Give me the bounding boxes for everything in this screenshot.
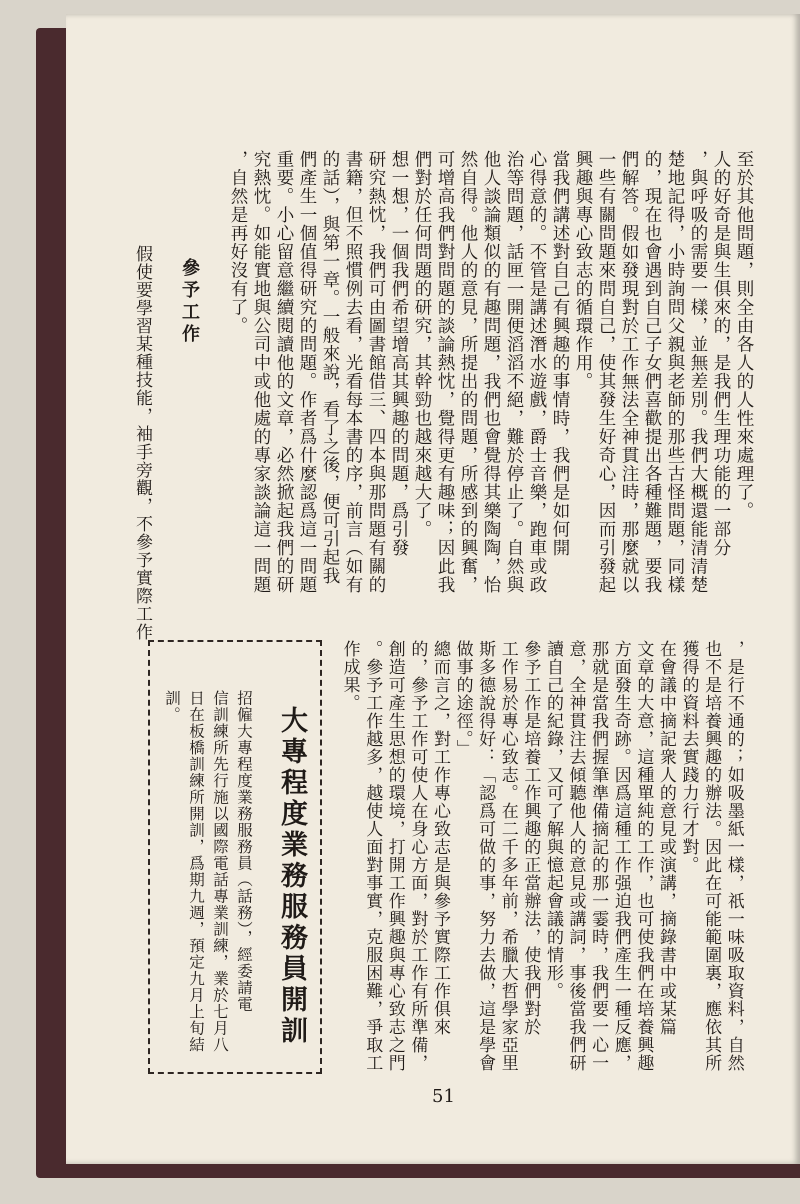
- text-line: 治等問題，話匣一開便滔滔不絕，難於停止了。自然與: [504, 150, 524, 594]
- text-line: 工作易於專心致志。在二千多年前，希臘大哲學家亞里: [497, 640, 518, 1072]
- text-line: 書籍，但不照慣例去看，光看每本書的序，前言（如有: [343, 150, 363, 594]
- section-title: 參予工作: [179, 258, 200, 346]
- text-line: ，自然是再好沒有了。: [228, 150, 248, 335]
- text-line: 讀自己的紀錄，又可了解與憶起會議的情形。: [542, 640, 563, 1000]
- text-line: 們產生一個值得研究的問題。作者爲什麼認爲這一問題: [297, 150, 317, 594]
- text-line: 作成果。: [339, 640, 360, 712]
- text-line: 們解答。假如發現對於工作無法全神貫注時，那麼就以: [619, 150, 639, 594]
- text-line: 心得意的。不管是講述潛水遊戲，爵士音樂，跑車或政: [527, 150, 547, 594]
- text-line: 訓。: [163, 690, 181, 723]
- text-line: 人的好奇是與生俱來的，是我們生理功能的一部分: [711, 150, 731, 557]
- text-line: 研究熱忱，我們可由圖書館借三、四本與那問題有關的: [366, 150, 386, 594]
- text-line: ，與呼吸的需要一樣，並無差別。我們大概還能清清楚: [688, 150, 708, 594]
- text-line: 文章的大意，這種單純的工作，也可使我們在培養興趣: [633, 640, 654, 1072]
- text-line: 。參予工作越多，越使人面對事實，克服困難，爭取工: [362, 640, 383, 1072]
- text-line: 假使要學習某種技能，袖手旁觀，不參予實際工作: [132, 245, 152, 641]
- text-line: 斯多德說得好：「認爲可做的事，努力去做，這是學會: [475, 640, 496, 1072]
- text-line: 信訓練所先行施以國際電話專業訓練，業於七月八: [211, 690, 229, 1053]
- lower-right-text: [338, 640, 745, 1095]
- text-line: ，是行不通的；如吸墨紙一樣，祇一味吸取資料，自然: [723, 640, 744, 1072]
- text-line: 也不是培養興趣的辦法。因此在可能範圍裏，應依其所: [701, 640, 722, 1072]
- text-line: 們對於任何問題的研究，其幹勁也越來越大了。: [412, 150, 432, 539]
- text-line: 意，全神貫注去傾聽他人的意見或講詞，事後當我們研: [565, 640, 586, 1072]
- text-line: 方面發生奇跡。因爲這種工作强迫我們產生一種反應，: [610, 640, 631, 1072]
- text-line: 想一想，一個我們希望增高其興趣的問題，爲引發: [389, 150, 409, 557]
- text-line: 招僱大專程度業務服務員（話務），經委請電: [235, 690, 253, 1013]
- text-line: 獲得的資料去實踐力行才對。: [678, 640, 699, 874]
- text-line: 至於其他問題，則全由各人的人性來處理了。: [734, 150, 754, 520]
- text-line: 興趣與專心致志的循環作用。: [573, 150, 593, 391]
- text-line: 可增高我們對問題的談論熱忱，覺得更有趣味；因此我: [435, 150, 455, 594]
- text-line: 的，現在也會遇到自己子女們喜歡提出各種難題，要我: [642, 150, 662, 594]
- text-line: 參予工作是培養工作興趣的正當辦法，使我們對於: [520, 640, 541, 1036]
- text-line: 一些有關問題來問自己，使其發生好奇心，因而引發起: [596, 150, 616, 594]
- text-line: 總而言之，對工作專心致志是與參予實際工作俱來: [429, 640, 450, 1036]
- text-line: 的，參予工作可使人在身心方面，對於工作有所準備，: [407, 640, 428, 1072]
- text-line: 然自得。他人的意見，所提出的問題，所感到的興奮，: [458, 150, 478, 594]
- text-line: 做事的途徑。」: [452, 640, 473, 758]
- text-line: 日在板橋訓練所開訓，爲期九週，預定九月上旬結: [187, 690, 205, 1053]
- text-line: 創造可產生思想的環境，打開工作興趣與專心致志之門: [384, 640, 405, 1072]
- text-line: 那就是當我們握筆準備摘記的那一霎時，我們要一心一: [588, 640, 609, 1072]
- text-line: 重要。小心留意繼續閱讀他的文章，必然掀起我們的研: [274, 150, 294, 594]
- notice-title: 大專程度業務服務員開訓: [276, 706, 307, 1047]
- text-line: 當我們講述對自己有興趣的事情時，我們是如何開: [550, 150, 570, 557]
- upper-right-text: [226, 150, 755, 630]
- text-line: 究熱忱。如能實地與公司中或他處的專家談論這一問題: [251, 150, 271, 594]
- text-line: 在會議中摘記衆人的意見或演講，摘錄書中或某篇: [655, 640, 676, 1036]
- upper-left-text: [130, 245, 153, 665]
- text-line: 楚地記得，小時詢問父親與老師的那些古怪問題，同樣: [665, 150, 685, 594]
- text-line: 的話），與第一章。一般來說，看了之後，便可引起我: [320, 150, 340, 586]
- notice-text: [160, 690, 256, 1053]
- page-number: 51: [432, 1086, 455, 1107]
- text-line: 他人談論類似的有趣問題，我們也會覺得其樂陶陶，怡: [481, 150, 501, 594]
